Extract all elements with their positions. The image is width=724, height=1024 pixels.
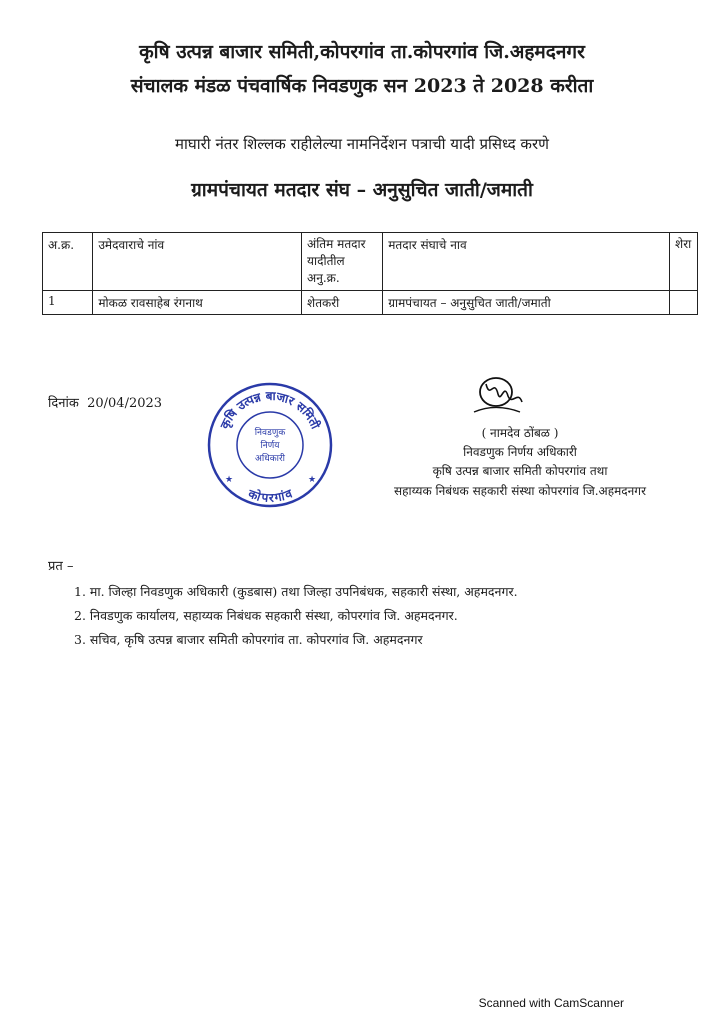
- stamp-inner-2: निर्णय: [260, 441, 280, 451]
- header-sr: अ.क्र.: [43, 233, 93, 291]
- header-voter-no: अंतिम मतदार यादीतील अनु.क्र.: [302, 233, 383, 291]
- notice-subtitle: माघारी नंतर शिल्लक राहीलेल्या नामनिर्देशन पत्राची यादी प्रसिध्द करणे: [175, 135, 549, 153]
- copies-label: प्रत –: [48, 559, 74, 574]
- copy-item-3: 3. सचिव, कृषि उत्पन्न बाजार समिती कोपरगांव ता. कोपरगांव जि. अहमदनगर: [74, 632, 423, 647]
- stamp-inner-3: अधिकारी: [255, 454, 285, 464]
- stamp-outer-top: कृषि उत्पन्न बाजार समिती: [217, 388, 323, 432]
- officer-org-2: सहाय्यक निबंधक सहकारी संस्था कोपरगांव जि.अहमदनगर: [394, 484, 646, 498]
- header-line-1: कृषि उत्पन्न बाजार समिती,कोपरगांव ता.कोपरगांव जि.अहमदनगर: [139, 41, 585, 63]
- cell-voter-no: शेतकरी: [302, 291, 383, 315]
- official-stamp: [205, 380, 335, 510]
- table-row: [43, 291, 698, 315]
- table-header-row: [43, 233, 698, 291]
- officer-designation: निवडणुक निर्णय अधिकारी: [463, 445, 577, 459]
- signature: [468, 372, 528, 416]
- header-remark: शेरा: [670, 233, 698, 291]
- date-label: दिनांक: [48, 396, 79, 411]
- cell-name: मोकळ रावसाहेब रंगनाथ: [93, 291, 302, 315]
- copy-item-2: 2. निवडणुक कार्यालय, सहाय्यक निबंधक सहकारी संस्था, कोपरगांव जि. अहमदनगर.: [74, 608, 458, 623]
- cell-sr: 1: [43, 291, 93, 315]
- officer-name: ( नामदेव ठोंबळ ): [481, 426, 559, 440]
- officer-org: कृषि उत्पन्न बाजार समिती कोपरगांव तथा: [432, 464, 608, 478]
- cell-constituency: ग्रामपंचायत – अनुसुचित जाती/जमाती: [383, 291, 670, 315]
- header-name: उमेदवाराचे नांव: [93, 233, 302, 291]
- constituency-title: ग्रामपंचायत मतदार संघ – अनुसुचित जाती/जमाती: [191, 179, 533, 201]
- copy-item-1: 1. मा. जिल्हा निवडणुक अधिकारी (कुडबास) तथा जिल्हा उपनिबंधक, सहकारी संस्था, अहमदनगर.: [74, 584, 518, 599]
- date-value: 20/04/2023: [87, 396, 163, 411]
- scan-corner-shadow: [0, 0, 56, 14]
- stamp-outer-bottom: कोपरगांव: [246, 486, 295, 505]
- header-constituency: मतदार संघाचे नाव: [383, 233, 670, 291]
- date-line: [48, 393, 162, 411]
- cell-remark: [670, 291, 698, 315]
- candidate-table: [42, 232, 698, 315]
- header-line-2: संचालक मंडळ पंचवार्षिक निवडणुक सन 2023 ते 2028 करीता: [130, 75, 594, 97]
- scanner-watermark: Scanned with CamScanner: [478, 996, 624, 1010]
- stamp-star-left-icon: ★: [225, 475, 234, 485]
- stamp-inner-1: निवडणुक: [254, 428, 286, 438]
- stamp-star-right-icon: ★: [308, 475, 317, 485]
